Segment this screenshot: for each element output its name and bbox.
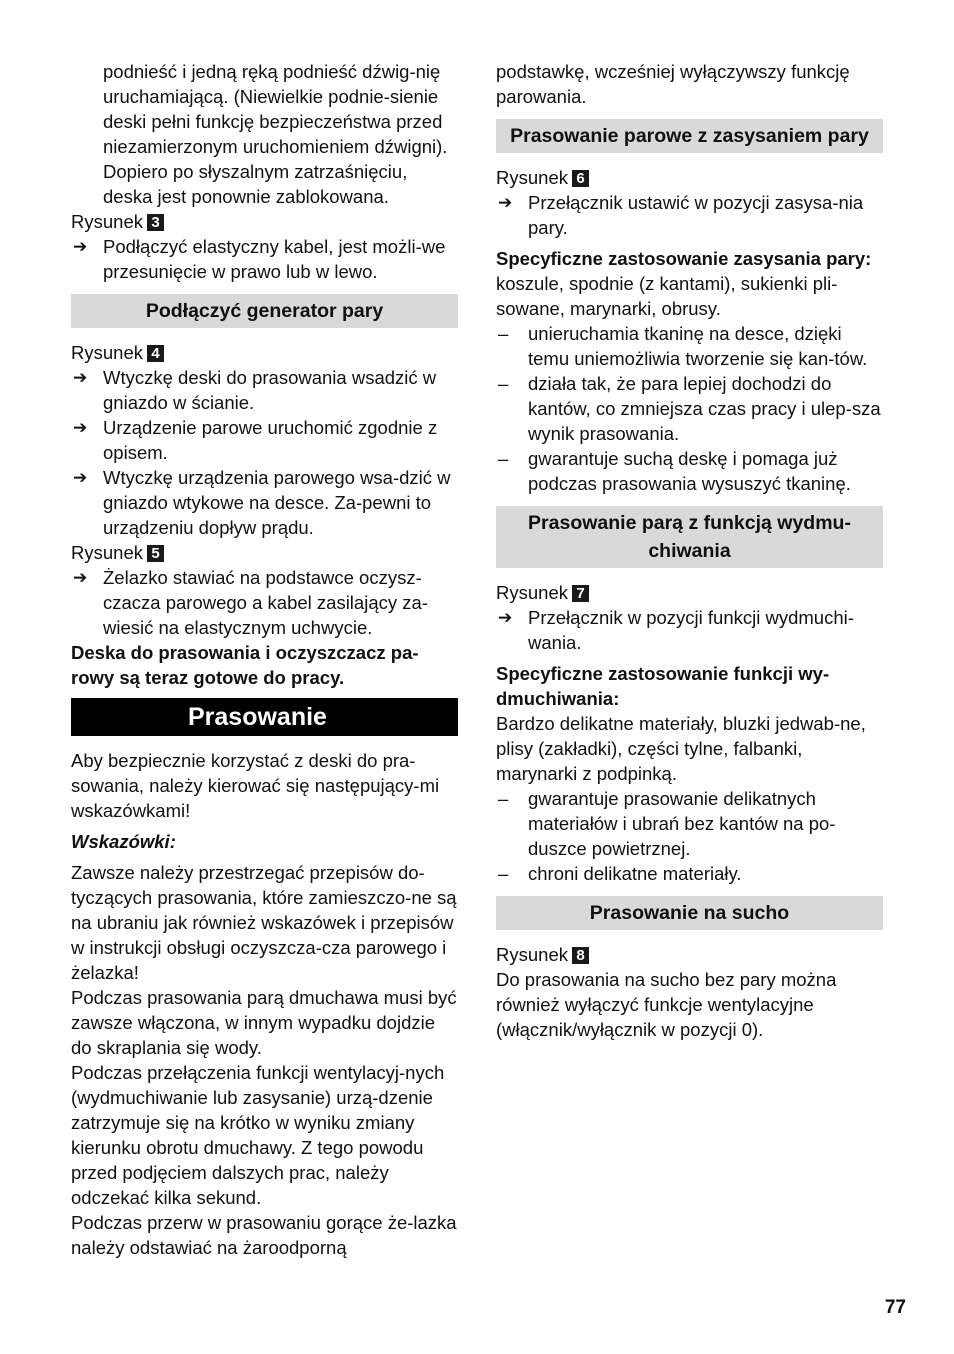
step-item xyxy=(71,365,458,415)
hint-paragraph: Podczas przerw w prasowaniu gorące że-lazka należy odstawiać na żaroodporną xyxy=(71,1212,457,1258)
dash-bullet-icon: – xyxy=(498,863,509,884)
page-number: 77 xyxy=(884,1297,906,1318)
arrow-right-icon: ➔ xyxy=(73,368,88,387)
section-heading: Prasowanie parą z funkcją wydmu-chiwania xyxy=(496,506,883,568)
figure-label: Rysunek xyxy=(496,944,568,965)
body-paragraph: Do prasowania na sucho bez pary można również wyłączyć funkcje wentylacyjne (włącznik/wyłącznik w pozycji 0). xyxy=(496,969,837,1040)
list-item-text: unieruchamia tkaninę na desce, dzięki temu uniemożliwia tworzenie się kan-tów. xyxy=(528,323,868,369)
figure-number-badge: 4 xyxy=(147,345,164,362)
chapter-heading: Prasowanie xyxy=(71,698,458,736)
ready-note: Deska do prasowania i oczyszczacz pa-rowy są teraz gotowe do pracy. xyxy=(71,642,419,688)
figure-ref-7 xyxy=(496,580,883,605)
list-item xyxy=(496,321,883,371)
step-text: Podłączyć elastyczny kabel, jest możli-we przesunięcie w prawo lub w lewo. xyxy=(103,236,446,282)
figure-number-badge: 3 xyxy=(147,214,164,231)
right-column xyxy=(496,59,883,1042)
list-item-text: gwarantuje suchą deskę i pomaga już podczas prasowania wysuszyć tkaninę. xyxy=(528,448,851,494)
hint-paragraph: Podczas prasowania parą dmuchawa musi być zawsze włączona, w innym wypadku dojdzie do skraplania się wody. xyxy=(71,987,457,1058)
list-item xyxy=(496,786,883,861)
list-item-text: gwarantuje prasowanie delikatnych materiałów i ubrań bez kantów na po-duszce powietrznej. xyxy=(528,788,836,859)
figure-number-badge: 5 xyxy=(147,545,164,562)
dash-bullet-icon: – xyxy=(498,448,509,469)
subheading: Specyficzne zastosowanie zasysania pary: xyxy=(496,248,872,269)
step-text: Przełącznik w pozycji funkcji wydmuchi-wania. xyxy=(528,607,854,653)
figure-label: Rysunek xyxy=(71,211,143,232)
list-item xyxy=(496,446,883,496)
figure-label: Rysunek xyxy=(496,167,568,188)
step-item xyxy=(71,415,458,465)
step-item xyxy=(496,605,883,655)
figure-number-badge: 7 xyxy=(572,585,589,602)
intro-paragraph: podnieść i jedną ręką podnieść dźwig-nię uruchamiającą. (Niewielkie podnie-sienie deski pełni funkcję bezpieczeństwa przed niezamierzonym uruchomieniem dźwigni). xyxy=(103,61,448,157)
arrow-right-icon: ➔ xyxy=(498,193,513,212)
figure-ref-8 xyxy=(496,942,883,967)
arrow-right-icon: ➔ xyxy=(498,608,513,627)
figure-ref-4 xyxy=(71,340,458,365)
step-text: Wtyczkę urządzenia parowego wsa-dzić w gniazdo wtykowe na desce. Za-pewni to urządzeniu dopływ prądu. xyxy=(103,467,451,538)
step-text: Wtyczkę deski do prasowania wsadzić w gniazdo w ścianie. xyxy=(103,367,437,413)
section-heading: Podłączyć generator pary xyxy=(71,294,458,328)
arrow-right-icon: ➔ xyxy=(73,468,88,487)
step-item xyxy=(496,190,883,240)
section-heading: Prasowanie parowe z zasysaniem pary xyxy=(496,119,883,153)
list-item-text: działa tak, że para lepiej dochodzi do kantów, co zmniejsza czas pracy i ulep-sza wynik prasowania. xyxy=(528,373,881,444)
figure-label: Rysunek xyxy=(71,342,143,363)
figure-ref-6 xyxy=(496,165,883,190)
arrow-right-icon: ➔ xyxy=(73,418,88,437)
figure-ref-3 xyxy=(71,209,458,234)
step-item xyxy=(71,465,458,540)
step-text: Urządzenie parowe uruchomić zgodnie z opisem. xyxy=(103,417,438,463)
figure-ref-5 xyxy=(71,540,458,565)
arrow-right-icon: ➔ xyxy=(73,568,88,587)
dash-bullet-icon: – xyxy=(498,323,509,344)
body-paragraph: Bardzo delikatne materiały, bluzki jedwab-ne, plisy (zakładki), części tylne, falbanki, marynarki z podpinką. xyxy=(496,713,866,784)
list-item-text: chroni delikatne materiały. xyxy=(528,863,742,884)
body-paragraph: koszule, spodnie (z kantami), sukienki pli-sowane, marynarki, obrusy. xyxy=(496,273,838,319)
continued-paragraph: podstawkę, wcześniej wyłączywszy funkcję parowania. xyxy=(496,61,850,107)
step-item xyxy=(71,565,458,640)
step-text: Żelazko stawiać na podstawce oczysz-czacza parowego a kabel zasilający za-wiesić na elastycznym uchwycie. xyxy=(103,567,428,638)
dash-bullet-icon: – xyxy=(498,373,509,394)
hint-paragraph: Podczas przełączenia funkcji wentylacyj-nych (wydmuchiwanie lub zasysanie) urzą-dzenie zatrzymuje się na krótko w wyniku zmiany kierunku obrotu dmuchawy. Z tego powodu przed podjęciem dalszych prac, należy odczekać kilka sekund. xyxy=(71,1062,445,1208)
left-column xyxy=(71,59,458,1260)
hints-title: Wskazówki: xyxy=(71,831,176,852)
intro-paragraph-2: Dopiero po słyszalnym zatrzaśnięciu, deska jest ponownie zablokowana. xyxy=(103,161,408,207)
figure-number-badge: 8 xyxy=(572,947,589,964)
figure-label: Rysunek xyxy=(496,582,568,603)
step-item xyxy=(71,234,458,284)
step-text: Przełącznik ustawić w pozycji zasysa-nia pary. xyxy=(528,192,864,238)
figure-label: Rysunek xyxy=(71,542,143,563)
list-item xyxy=(496,371,883,446)
list-item xyxy=(496,861,883,886)
figure-number-badge: 6 xyxy=(572,170,589,187)
arrow-right-icon: ➔ xyxy=(73,237,88,256)
dash-bullet-icon: – xyxy=(498,788,509,809)
hint-paragraph: Zawsze należy przestrzegać przepisów do-tyczących prasowania, które zamieszczo-ne są na ubraniu jak również wskazówek i przepisów w instrukcji obsługi oczyszcza-cza parowego i żelazka! xyxy=(71,862,457,983)
subheading: Specyficzne zastosowanie funkcji wy-dmuchiwania: xyxy=(496,663,830,709)
safe-use-paragraph: Aby bezpiecznie korzystać z deski do pra-sowania, należy kierować się następujący-mi wskazówkami! xyxy=(71,750,440,821)
section-heading: Prasowanie na sucho xyxy=(496,896,883,930)
